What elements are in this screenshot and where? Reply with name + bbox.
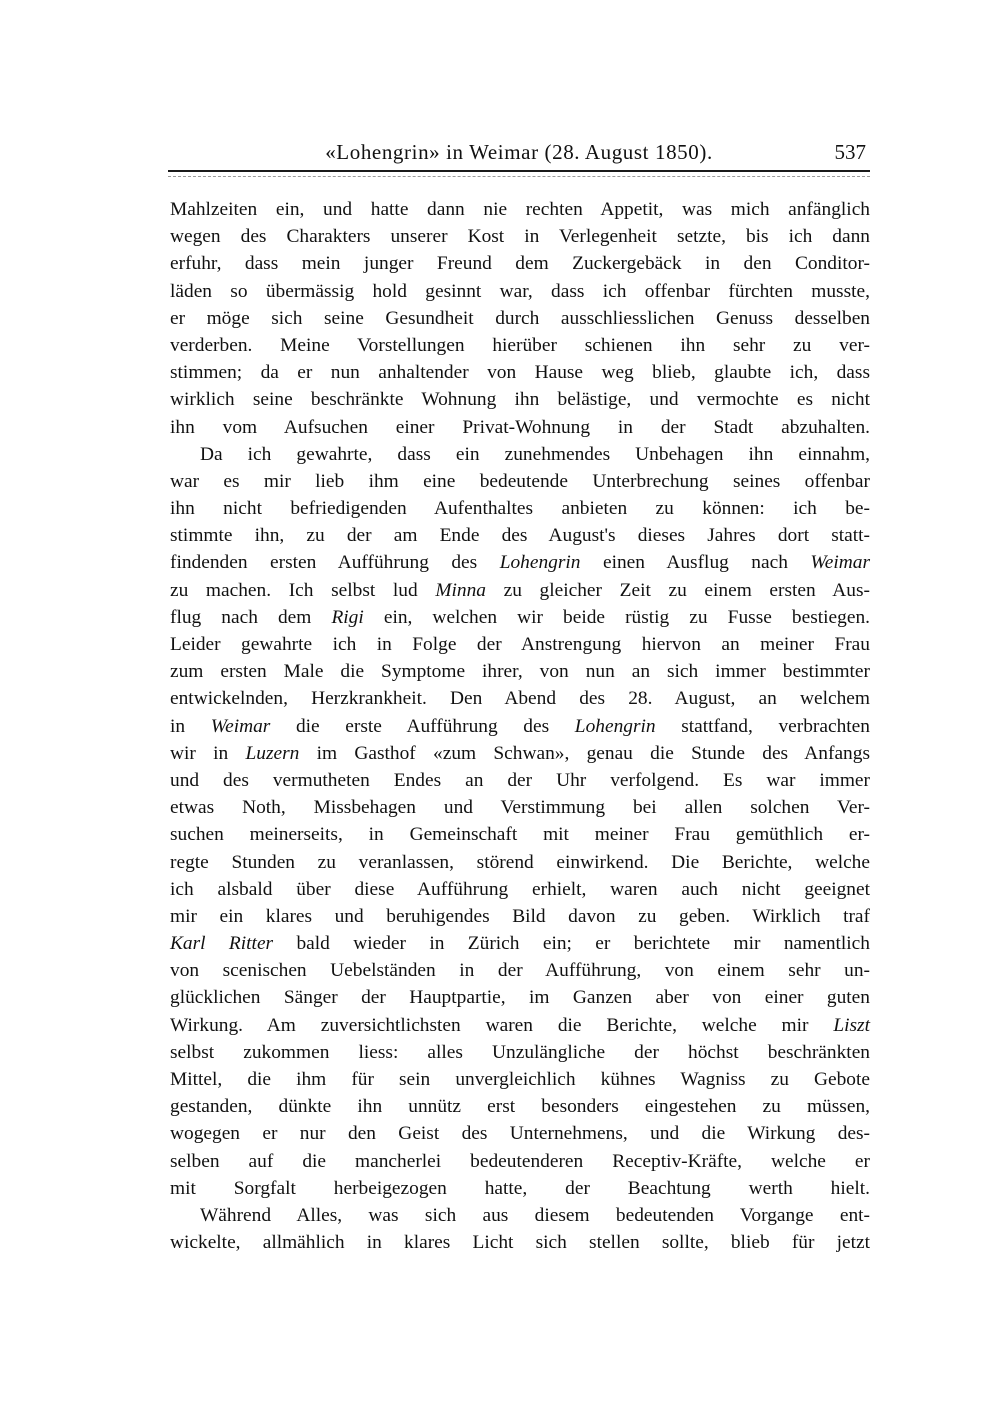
text-line: ihn vom Aufsuchen einer Privat-Wohnung in der Stadt abzuhalten. bbox=[170, 416, 870, 438]
text-line: wogegen er nur den Geist des Unternehmens, und die Wirkung des- bbox=[170, 1123, 870, 1145]
italic-place-weimar: Weimar bbox=[810, 552, 870, 574]
text-line: suchen meinerseits, in Gemeinschaft mit meiner Frau gemüthlich er- bbox=[170, 824, 870, 846]
text-line: läden so übermässig hold gesinnt war, dass ich offenbar fürchten musste, bbox=[170, 280, 870, 302]
text-line: Da ich gewahrte, dass ein zunehmendes Unbehagen ihn einnahm, bbox=[200, 443, 870, 465]
italic-place-rigi: Rigi bbox=[331, 606, 364, 628]
header-rule bbox=[168, 170, 870, 172]
text-line: Mahlzeiten ein, und hatte dann nie rechten Appetit, was mich anfänglich bbox=[170, 199, 870, 220]
text-line: Leider gewahrte ich in Folge der Anstrengung hiervon an meiner Frau bbox=[170, 634, 870, 655]
text-line: findenden ersten Aufführung des Lohengrin einen Ausflug nach Weimar bbox=[170, 552, 870, 574]
text-line: ich alsbald über diese Aufführung erhielt, waren auch nicht geeignet bbox=[170, 878, 870, 900]
text-line: Karl Ritter bald wieder in Zürich ein; er berichtete mir namentlich bbox=[170, 933, 870, 955]
text-line: verderben. Meine Vorstellungen hierüber schienen ihn sehr zu ver- bbox=[170, 334, 870, 356]
text-line: von scenischen Uebelständen in der Aufführung, von einem sehr un- bbox=[170, 960, 870, 982]
text-line: Mittel, die ihm für sein unvergleichlich kühnes Wagniss zu Gebote bbox=[170, 1069, 870, 1090]
italic-name-karl-ritter: Karl Ritter bbox=[170, 933, 274, 955]
text-line: wirklich seine beschränkte Wohnung ihn belästige, und vermochte es nicht bbox=[170, 389, 870, 411]
text-line: er möge sich seine Gesundheit durch ausschliesslichen Genuss desselben bbox=[170, 307, 870, 329]
text-line: etwas Noth, Missbehagen und Verstimmung bei allen solchen Ver- bbox=[170, 797, 870, 819]
text-line: war es mir lieb ihm eine bedeutende Unterbrechung seines offenbar bbox=[170, 470, 870, 492]
header-rule-secondary bbox=[168, 176, 870, 177]
text-line: ihn nicht befriedigenden Aufenthaltes anbieten zu können: ich be- bbox=[170, 498, 870, 520]
text-line: wegen des Charakters unserer Kost in Verlegenheit setzte, bis ich dann bbox=[170, 226, 870, 248]
text-line: in Weimar die erste Aufführung des Lohengrin stattfand, verbrachten bbox=[170, 715, 870, 737]
text-line: mir ein klares und beruhigendes Bild davon zu geben. Wirklich traf bbox=[170, 905, 870, 927]
italic-title-lohengrin: Lohengrin bbox=[499, 552, 581, 574]
page-number: 537 bbox=[834, 140, 866, 164]
text-line: wir in Luzern im Gasthof «zum Schwan», genau die Stunde des Anfangs bbox=[170, 742, 870, 764]
text-line: gestanden, dünkte ihn unnütz erst besonders eingestehen zu müssen, bbox=[170, 1096, 870, 1118]
text-line: stimmen; da er nun anhaltender von Hause weg blieb, glaubte ich, dass bbox=[170, 362, 870, 384]
text-line: mit Sorgfalt herbeigezogen hatte, der Beachtung werth hielt. bbox=[170, 1177, 870, 1199]
italic-name-liszt: Liszt bbox=[833, 1014, 870, 1036]
text-line: entwickelnden, Herzkrankheit. Den Abend des 28. August, an welchem bbox=[170, 688, 870, 710]
italic-name-minna: Minna bbox=[435, 579, 486, 601]
text-line: glücklichen Sänger der Hauptpartie, im Ganzen aber von einer guten bbox=[170, 987, 870, 1009]
text-line: Während Alles, was sich aus diesem bedeutenden Vorgange ent- bbox=[200, 1204, 870, 1226]
italic-title-lohengrin: Lohengrin bbox=[574, 715, 656, 737]
text-line: erfuhr, dass mein junger Freund dem Zuckergebäck in den Conditor- bbox=[170, 253, 870, 275]
text-line: selbst zukommen liess: alles Unzulängliche der höchst beschränkten bbox=[170, 1041, 870, 1063]
body-text bbox=[170, 196, 870, 1256]
text-line: und des vermutheten Endes an der Uhr verfolgend. Es war immer bbox=[170, 769, 870, 791]
text-line: zu machen. Ich selbst lud Minna zu gleicher Zeit zu einem ersten Aus- bbox=[170, 579, 870, 601]
text-line: selben auf die mancherlei bedeutenderen Receptiv-Kräfte, welche er bbox=[170, 1150, 870, 1172]
text-line: zum ersten Male die Symptome ihrer, von nun an sich immer bestimmter bbox=[170, 661, 870, 683]
italic-place-weimar: Weimar bbox=[210, 715, 271, 737]
italic-place-luzern: Luzern bbox=[245, 742, 300, 764]
text-line: wickelte, allmählich in klares Licht sich stellen sollte, blieb für jetzt bbox=[170, 1232, 870, 1254]
running-head bbox=[168, 138, 870, 170]
running-title: «Lohengrin» in Weimar (28. August 1850). bbox=[325, 140, 713, 164]
text-line: regte Stunden zu veranlassen, störend einwirkend. Die Berichte, welche bbox=[170, 851, 870, 873]
text-line: flug nach dem Rigi ein, welchen wir beide rüstig zu Fusse bestiegen. bbox=[170, 606, 870, 628]
text-line: stimmte ihn, zu der am Ende des August's dieses Jahres dort statt- bbox=[170, 525, 870, 547]
text-line: Wirkung. Am zuversichtlichsten waren die Berichte, welche mir Liszt bbox=[170, 1014, 870, 1036]
